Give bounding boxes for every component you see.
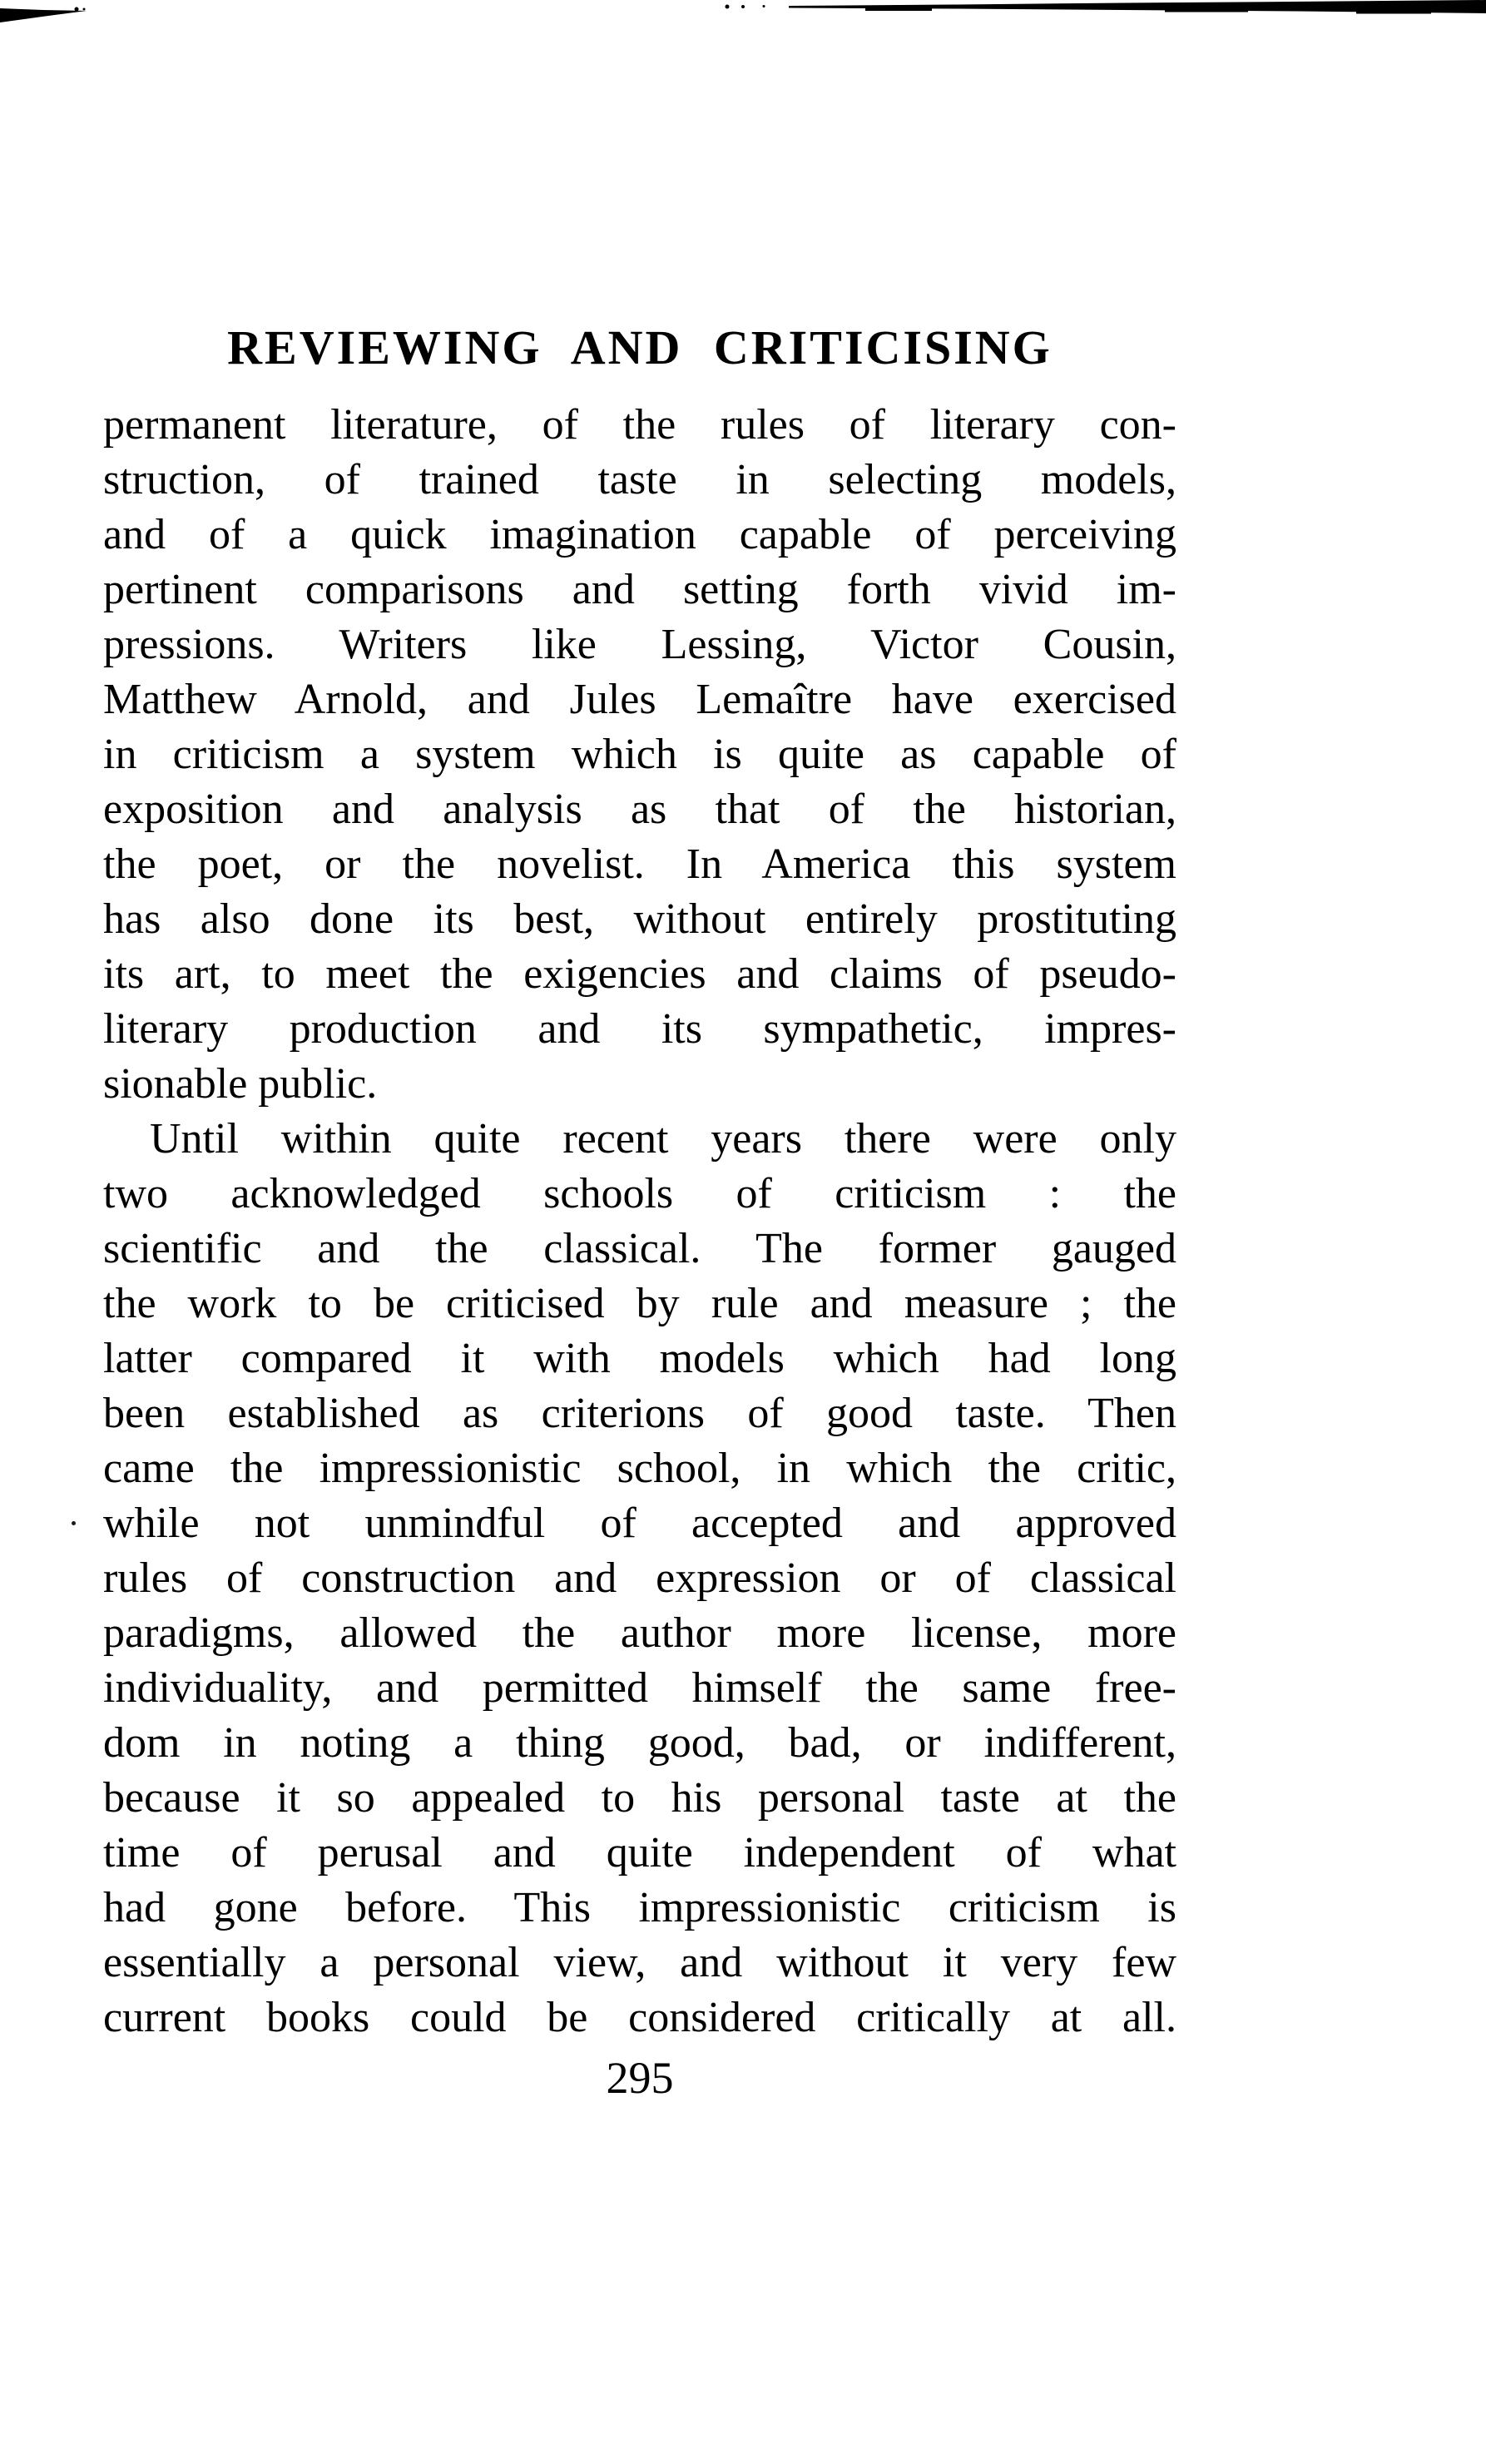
text-line: came the impressionistic school, in which the critic, bbox=[103, 1445, 1176, 1492]
text-line: while not unmindful of accepted and approved bbox=[103, 1500, 1176, 1547]
text-line: because it so appealed to his personal taste at the bbox=[103, 1774, 1176, 1822]
text-line: permanent literature, of the rules of literary con- bbox=[103, 401, 1176, 449]
text-line: dom in noting a thing good, bad, or indifferent, bbox=[103, 1719, 1176, 1767]
text-line: the poet, or the novelist. In America this system bbox=[103, 840, 1176, 888]
text-line: struction, of trained taste in selecting models, bbox=[103, 456, 1176, 503]
text-line: scientific and the classical. The former gauged bbox=[103, 1225, 1176, 1272]
text-line: literary production and its sympathetic, impres- bbox=[103, 1005, 1176, 1053]
text-line: time of perusal and quite independent of what bbox=[103, 1829, 1176, 1877]
text-line: essentially a personal view, and without it very few bbox=[103, 1939, 1176, 1986]
page-title: REVIEWING AND CRITICISING bbox=[227, 320, 1053, 374]
text-line: its art, to meet the exigencies and claims of pseudo- bbox=[103, 950, 1176, 998]
text-line: exposition and analysis as that of the historian, bbox=[103, 786, 1176, 833]
text-line: pressions. Writers like Lessing, Victor Cousin, bbox=[103, 621, 1176, 668]
text-line: the work to be criticised by rule and measure ; the bbox=[103, 1280, 1176, 1327]
text-line: current books could be considered critically at all. bbox=[103, 1994, 1176, 2041]
text-line: latter compared it with models which had long bbox=[103, 1335, 1176, 1382]
text-line: rules of construction and expression or of classical bbox=[103, 1554, 1176, 1602]
scan-speck bbox=[72, 1521, 76, 1525]
text-line: two acknowledged schools of criticism : the bbox=[103, 1170, 1176, 1217]
page-number: 295 bbox=[606, 2053, 674, 2103]
text-line: and of a quick imagination capable of perceiving bbox=[103, 511, 1176, 558]
text-line: paradigms, allowed the author more license, more bbox=[103, 1609, 1176, 1657]
text-line: pertinent comparisons and setting forth vivid im- bbox=[103, 566, 1176, 613]
text-line: Matthew Arnold, and Jules Lemaître have exercised bbox=[103, 676, 1176, 723]
text-line: individuality, and permitted himself the same free- bbox=[103, 1664, 1176, 1712]
scan-smudge-top-left bbox=[0, 7, 87, 23]
body-text bbox=[103, 398, 1176, 2045]
text-line: sionable public. bbox=[103, 1060, 378, 1108]
page-content bbox=[103, 0, 1176, 2464]
text-line: been established as criterions of good taste. Then bbox=[103, 1390, 1176, 1437]
text-line: has also done its best, without entirely prostituting bbox=[103, 895, 1176, 943]
text-line: Until within quite recent years there were only bbox=[150, 1115, 1176, 1163]
text-line: in criticism a system which is quite as capable of bbox=[103, 731, 1176, 778]
text-line: had gone before. This impressionistic criticism is bbox=[103, 1884, 1176, 1931]
